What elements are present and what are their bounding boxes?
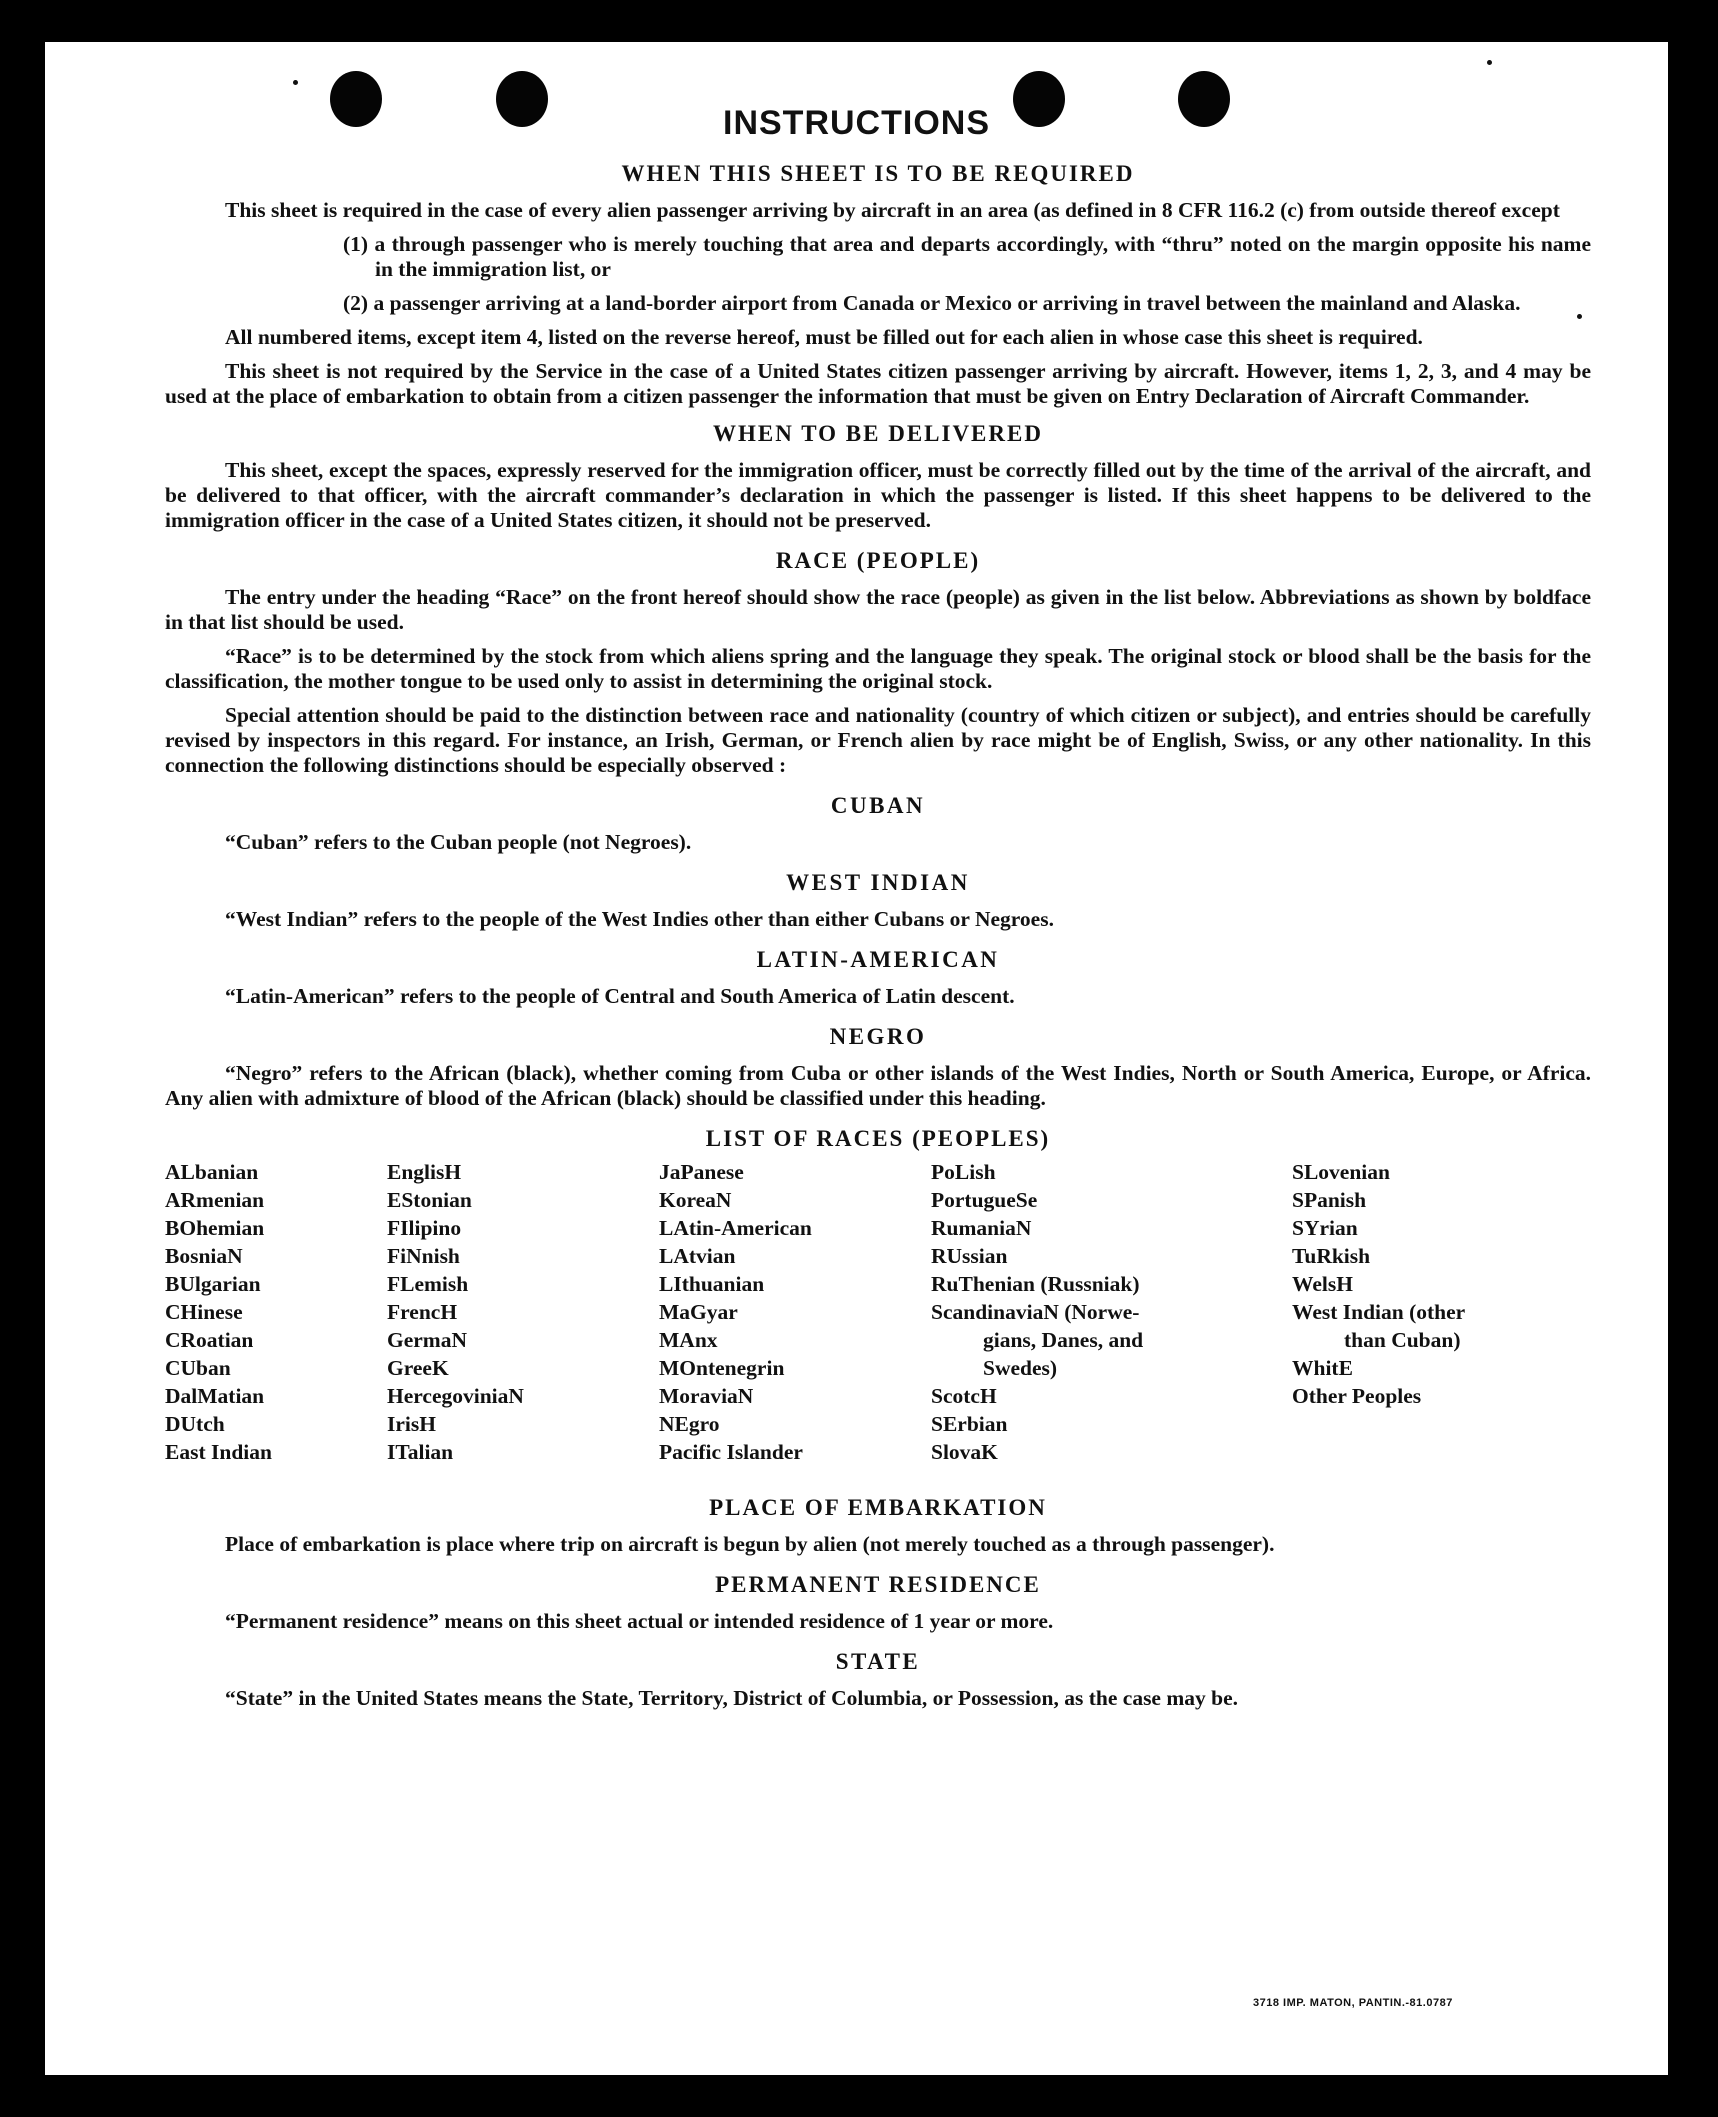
race-entry: CRoatian <box>165 1328 254 1352</box>
speck <box>293 80 298 85</box>
race-entry: HercegoviniaN <box>387 1384 524 1408</box>
race-entry: LAtin-American <box>659 1216 812 1240</box>
race-entry: SErbian <box>931 1412 1008 1436</box>
paragraph: “Latin-American” refers to the people of Central and South America of Latin descent. <box>225 984 1015 1008</box>
paragraph: Special attention should be paid to the distinction between race and nationality (country of which citizen or subject), and entries should be carefully revised by inspectors in this regard. For instance, an Irish, German, or French alien by race might be of English, Swiss, or any other nationality. In this connection the following distinctions should be especially observed : <box>165 703 1591 777</box>
paragraph: “Permanent residence” means on this sheet actual or intended residence of 1 year or more. <box>225 1609 1054 1633</box>
race-list <box>165 1158 1591 1492</box>
exception-item: (1) a through passenger who is merely touching that area and departs accordingly, with “thru” noted on the margin opposite his name in the immigration list, or <box>343 232 1591 281</box>
section-heading: RACE (PEOPLE) <box>775 548 981 573</box>
race-entry: KoreaN <box>659 1188 732 1212</box>
race-entry: CHinese <box>165 1300 243 1324</box>
race-entry: SlovaK <box>931 1440 998 1464</box>
race-entry: FrencH <box>387 1300 458 1324</box>
race-entry: SLovenian <box>1292 1160 1390 1184</box>
instructions-body <box>165 158 1591 1711</box>
race-entry: gians, Danes, and <box>983 1328 1144 1352</box>
section-heading: PERMANENT RESIDENCE <box>715 1572 1041 1597</box>
race-column <box>1292 1158 1465 1410</box>
race-entry: MOntenegrin <box>659 1356 785 1380</box>
race-entry: DalMatian <box>165 1384 265 1408</box>
race-entry: CUban <box>165 1356 231 1380</box>
paragraph: This sheet, except the spaces, expressly reserved for the immigration officer, must be correctly filled out by the time of the arrival of the aircraft, and be delivered to that officer, with the aircraft commander’s declaration in which the passenger is listed. If this sheet happens to be delivered to the immigration officer in the case of a United States citizen, it should not be preserved. <box>165 458 1591 532</box>
race-entry: ScotcH <box>931 1384 997 1408</box>
section-heading: NEGRO <box>829 1024 927 1049</box>
race-entry: FLemish <box>387 1272 469 1296</box>
race-entry: ARmenian <box>165 1188 265 1212</box>
paragraph: “Negro” refers to the African (black), whether coming from Cuba or other islands of the West Indies, North or South America, Europe, or Africa. Any alien with admixture of blood of the African (black) should be classified under this heading. <box>165 1061 1591 1110</box>
race-entry: SYrian <box>1292 1216 1358 1240</box>
race-entry: FiNnish <box>387 1244 460 1268</box>
race-entry: MAnx <box>659 1328 718 1352</box>
race-entry: MaGyar <box>659 1300 738 1324</box>
paragraph: This sheet is required in the case of every alien passenger arriving by aircraft in an area (as defined in 8 CFR 116.2 (c) from outside thereof except <box>225 198 1560 222</box>
race-entry: East Indian <box>165 1440 272 1464</box>
document-sheet <box>45 42 1668 2075</box>
race-entry: Other Peoples <box>1292 1384 1422 1408</box>
race-entry: EnglisH <box>387 1160 462 1184</box>
paragraph: “Race” is to be determined by the stock from which aliens spring and the language they speak. The original stock or blood shall be the basis for the classification, the mother tongue to be used only to assist in determining the original stock. <box>165 644 1591 693</box>
paragraph: “West Indian” refers to the people of the West Indies other than either Cubans or Negroes. <box>225 907 1054 931</box>
page-title: INSTRUCTIONS <box>723 104 990 142</box>
race-entry: NEgro <box>659 1412 720 1436</box>
race-entry: GreeK <box>387 1356 449 1380</box>
race-entry: Pacific Islander <box>659 1440 803 1464</box>
section-heading: LATIN-AMERICAN <box>756 947 1000 972</box>
race-entry: EStonian <box>387 1188 472 1212</box>
section-heading: WHEN TO BE DELIVERED <box>713 421 1043 446</box>
paragraph: This sheet is not required by the Service in the case of a United States citizen passenger arriving by aircraft. However, items 1, 2, 3, and 4 may be used at the place of embarkation to obtain from a citizen passenger the information that must be given on Entry Declaration of Aircraft Commander. <box>165 359 1591 408</box>
race-entry: Swedes) <box>983 1356 1058 1380</box>
paragraph: All numbered items, except item 4, listed on the reverse hereof, must be filled out for each alien in whose case this sheet is required. <box>225 325 1423 349</box>
paragraph: “Cuban” refers to the Cuban people (not Negroes). <box>225 830 692 854</box>
race-entry: IrisH <box>387 1412 436 1436</box>
race-entry: DUtch <box>165 1412 225 1436</box>
race-entry: BosniaN <box>165 1244 243 1268</box>
section-heading: WHEN THIS SHEET IS TO BE REQUIRED <box>621 161 1135 186</box>
exception-item: (2) a passenger arriving at a land-border airport from Canada or Mexico or arriving in travel between the mainland and Alaska. <box>343 291 1521 315</box>
race-entry: than Cuban) <box>1344 1328 1461 1352</box>
section-heading: LIST OF RACES (PEOPLES) <box>705 1126 1051 1151</box>
race-column <box>165 1158 272 1466</box>
speck <box>1487 60 1492 65</box>
race-entry: ITalian <box>387 1440 454 1464</box>
race-entry: JaPanese <box>659 1160 744 1184</box>
race-entry: RuThenian (Russniak) <box>931 1272 1140 1296</box>
race-entry: WelsH <box>1292 1272 1353 1296</box>
section-heading: PLACE OF EMBARKATION <box>709 1495 1047 1520</box>
race-entry: FIlipino <box>387 1216 462 1240</box>
race-entry: MoraviaN <box>659 1384 754 1408</box>
section-heading: WEST INDIAN <box>786 870 970 895</box>
race-entry: WhitE <box>1292 1356 1353 1380</box>
section-heading: CUBAN <box>830 793 926 818</box>
race-entry: PoLish <box>931 1160 996 1184</box>
race-column <box>659 1158 812 1466</box>
race-entry: LIthuanian <box>659 1272 765 1296</box>
race-entry: TuRkish <box>1292 1244 1371 1268</box>
race-column <box>931 1158 1143 1466</box>
paragraph: The entry under the heading “Race” on the front hereof should show the race (people) as given in the list below. Abbreviations as shown by boldface in that list should be used. <box>165 585 1591 634</box>
race-entry: West Indian (other <box>1292 1300 1466 1324</box>
race-column <box>387 1158 524 1466</box>
race-entry: BUlgarian <box>165 1272 261 1296</box>
printer-imprint: 3718 IMP. MATON, PANTIN.-81.0787 <box>1253 1997 1453 2009</box>
race-entry: RUssian <box>931 1244 1008 1268</box>
paragraph: “State” in the United States means the State, Territory, District of Columbia, or Possession, as the case may be. <box>225 1686 1239 1710</box>
race-entry: RumaniaN <box>931 1216 1032 1240</box>
race-entry: PortugueSe <box>931 1188 1038 1212</box>
race-entry: ScandinaviaN (Norwe- <box>931 1300 1140 1324</box>
race-entry: GermaN <box>387 1328 467 1352</box>
race-entry: LAtvian <box>659 1244 736 1268</box>
section-heading: STATE <box>835 1649 921 1674</box>
paragraph: Place of embarkation is place where trip on aircraft is begun by alien (not merely touched as a through passenger). <box>225 1532 1275 1556</box>
race-entry: BOhemian <box>165 1216 265 1240</box>
race-entry: SPanish <box>1292 1188 1367 1212</box>
race-entry: ALbanian <box>165 1160 259 1184</box>
